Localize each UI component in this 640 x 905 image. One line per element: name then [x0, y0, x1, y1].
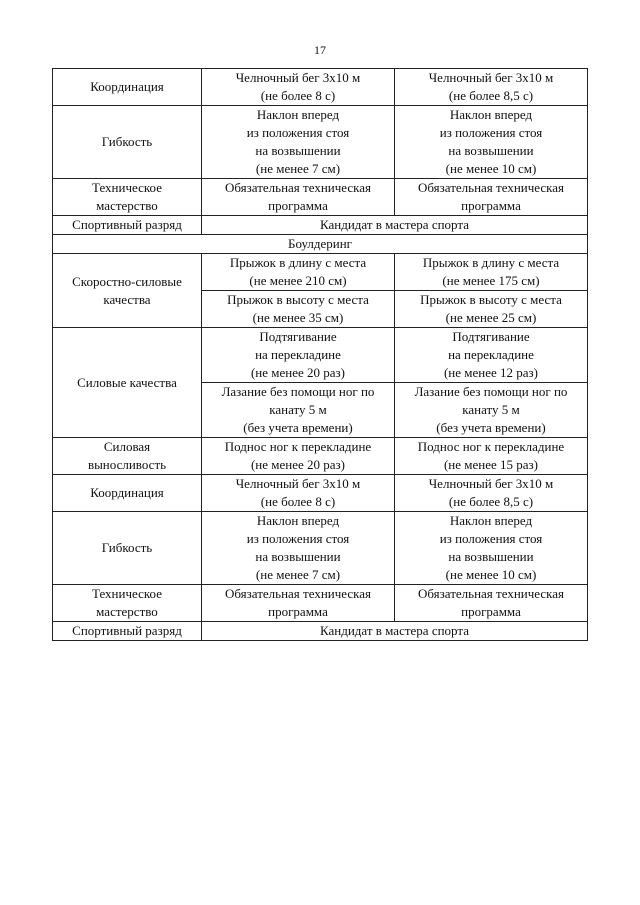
cell-line: Обязательная техническая — [224, 180, 371, 195]
ability-cell — [53, 179, 202, 216]
rank-value-cell — [202, 622, 588, 641]
cell-line: Челночный бег 3х10 м — [428, 70, 554, 85]
cell-line: (не более 8,5 с) — [448, 88, 534, 103]
table-row — [53, 475, 588, 512]
table-row — [53, 69, 588, 106]
male-norm-cell — [202, 438, 395, 475]
cell-line: (не менее 20 раз) — [250, 457, 346, 472]
table-row — [53, 622, 588, 641]
table-row — [53, 585, 588, 622]
cell-line: программа — [268, 604, 328, 619]
ability-cell — [53, 585, 202, 622]
norms-table — [52, 68, 588, 641]
section-title-bouldering — [53, 235, 588, 254]
ability-cell — [53, 475, 202, 512]
table-row — [53, 438, 588, 475]
cell-line: Спортивный разряд — [72, 217, 182, 232]
cell-line: Наклон вперед — [256, 107, 340, 122]
ability-cell — [53, 438, 202, 475]
male-norm-cell — [202, 328, 395, 383]
male-norm-cell — [202, 512, 395, 585]
cell-line: (не менее 20 раз) — [250, 365, 346, 380]
cell-line: Поднос ног к перекладине — [224, 439, 372, 454]
cell-line: мастерство — [96, 198, 158, 213]
cell-line: (без учета времени) — [436, 420, 546, 435]
section-row — [53, 235, 588, 254]
cell-line: (не менее 7 см) — [255, 161, 341, 176]
table-row — [53, 512, 588, 585]
cell-line: Спортивный разряд — [72, 623, 182, 638]
ability-cell — [53, 106, 202, 179]
cell-line: Прыжок в длину с места — [229, 255, 367, 270]
cell-line: (не менее 210 см) — [249, 273, 347, 288]
ability-cell — [53, 512, 202, 585]
cell-line: (не менее 10 см) — [445, 567, 537, 582]
cell-line: Обязательная техническая — [224, 586, 371, 601]
male-norm-cell — [202, 106, 395, 179]
cell-line: программа — [461, 604, 521, 619]
cell-line: Гибкость — [101, 134, 153, 149]
cell-line: Прыжок в длину с места — [422, 255, 560, 270]
cell-line: Боулдеринг — [287, 236, 353, 251]
male-norm-cell — [202, 69, 395, 106]
female-norm-cell — [395, 438, 588, 475]
cell-line: Подтягивание — [259, 329, 337, 344]
male-norm-cell — [202, 383, 395, 438]
cell-line: на возвышении — [448, 549, 534, 564]
cell-line: Челночный бег 3х10 м — [235, 476, 361, 491]
cell-line: мастерство — [96, 604, 158, 619]
cell-line: (не более 8,5 с) — [448, 494, 534, 509]
ability-cell — [53, 254, 202, 328]
cell-line: Координация — [90, 485, 164, 500]
cell-line: (не менее 35 см) — [252, 310, 344, 325]
male-norm-cell — [202, 291, 395, 328]
cell-line: Подтягивание — [452, 329, 530, 344]
female-norm-cell — [395, 328, 588, 383]
cell-line: Наклон вперед — [449, 513, 533, 528]
cell-line: (не менее 15 раз) — [443, 457, 539, 472]
ability-cell — [53, 622, 202, 641]
cell-line: Поднос ног к перекладине — [417, 439, 565, 454]
cell-line: на возвышении — [255, 143, 341, 158]
cell-line: Челночный бег 3х10 м — [428, 476, 554, 491]
table-row — [53, 216, 588, 235]
cell-line: Силовые качества — [77, 374, 177, 390]
table-row — [53, 106, 588, 179]
cell-line: на возвышении — [448, 143, 534, 158]
female-norm-cell — [395, 475, 588, 512]
page-number: 17 — [314, 43, 326, 57]
female-norm-cell — [395, 179, 588, 216]
cell-line: (не менее 25 см) — [445, 310, 537, 325]
rank-value-cell — [202, 216, 588, 235]
cell-line: Наклон вперед — [449, 107, 533, 122]
cell-line: выносливость — [87, 457, 167, 472]
table-row — [53, 179, 588, 216]
cell-line: Лазание без помощи ног по — [414, 384, 568, 399]
female-norm-cell — [395, 291, 588, 328]
cell-line: (без учета времени) — [243, 420, 353, 435]
cell-line: (не более 8 с) — [260, 494, 336, 509]
table-row — [53, 254, 588, 291]
cell-line: на возвышении — [255, 549, 341, 564]
female-norm-cell — [395, 254, 588, 291]
female-norm-cell — [395, 512, 588, 585]
cell-line: (не менее 7 см) — [255, 567, 341, 582]
cell-line: из положения стоя — [439, 531, 543, 546]
cell-line: Координация — [90, 79, 164, 94]
cell-line: (не менее 12 раз) — [443, 365, 539, 380]
table-row — [53, 328, 588, 383]
female-norm-cell — [395, 69, 588, 106]
cell-line: программа — [268, 198, 328, 213]
cell-line: (не менее 10 см) — [445, 161, 537, 176]
cell-line: канату 5 м — [462, 402, 520, 417]
male-norm-cell — [202, 585, 395, 622]
cell-line: (не менее 175 см) — [442, 273, 540, 288]
cell-line: из положения стоя — [246, 125, 350, 140]
cell-line: качества — [103, 291, 151, 307]
cell-line: программа — [461, 198, 521, 213]
cell-line: Обязательная техническая — [417, 180, 564, 195]
cell-line: Прыжок в высоту с места — [420, 292, 562, 307]
cell-line: Гибкость — [101, 540, 153, 555]
cell-line: Наклон вперед — [256, 513, 340, 528]
cell-line: из положения стоя — [246, 531, 350, 546]
cell-line: Кандидат в мастера спорта — [320, 623, 469, 638]
cell-line: (не более 8 с) — [260, 88, 336, 103]
cell-line: Обязательная техническая — [417, 586, 564, 601]
ability-cell — [53, 328, 202, 438]
cell-line: канату 5 м — [269, 402, 327, 417]
female-norm-cell — [395, 585, 588, 622]
male-norm-cell — [202, 179, 395, 216]
female-norm-cell — [395, 106, 588, 179]
cell-line: Техническое — [92, 180, 162, 195]
cell-line: Прыжок в высоту с места — [227, 292, 369, 307]
ability-cell — [53, 216, 202, 235]
cell-line: Скоростно-силовые — [72, 273, 182, 289]
cell-line: Челночный бег 3х10 м — [235, 70, 361, 85]
cell-line: Кандидат в мастера спорта — [320, 217, 469, 232]
ability-cell — [53, 69, 202, 106]
cell-line: на перекладине — [255, 347, 341, 362]
cell-line: на перекладине — [448, 347, 534, 362]
cell-line: из положения стоя — [439, 125, 543, 140]
cell-line: Лазание без помощи ног по — [221, 384, 375, 399]
male-norm-cell — [202, 475, 395, 512]
cell-line: Техническое — [92, 586, 162, 601]
cell-line: Силовая — [103, 439, 151, 454]
female-norm-cell — [395, 383, 588, 438]
male-norm-cell — [202, 254, 395, 291]
